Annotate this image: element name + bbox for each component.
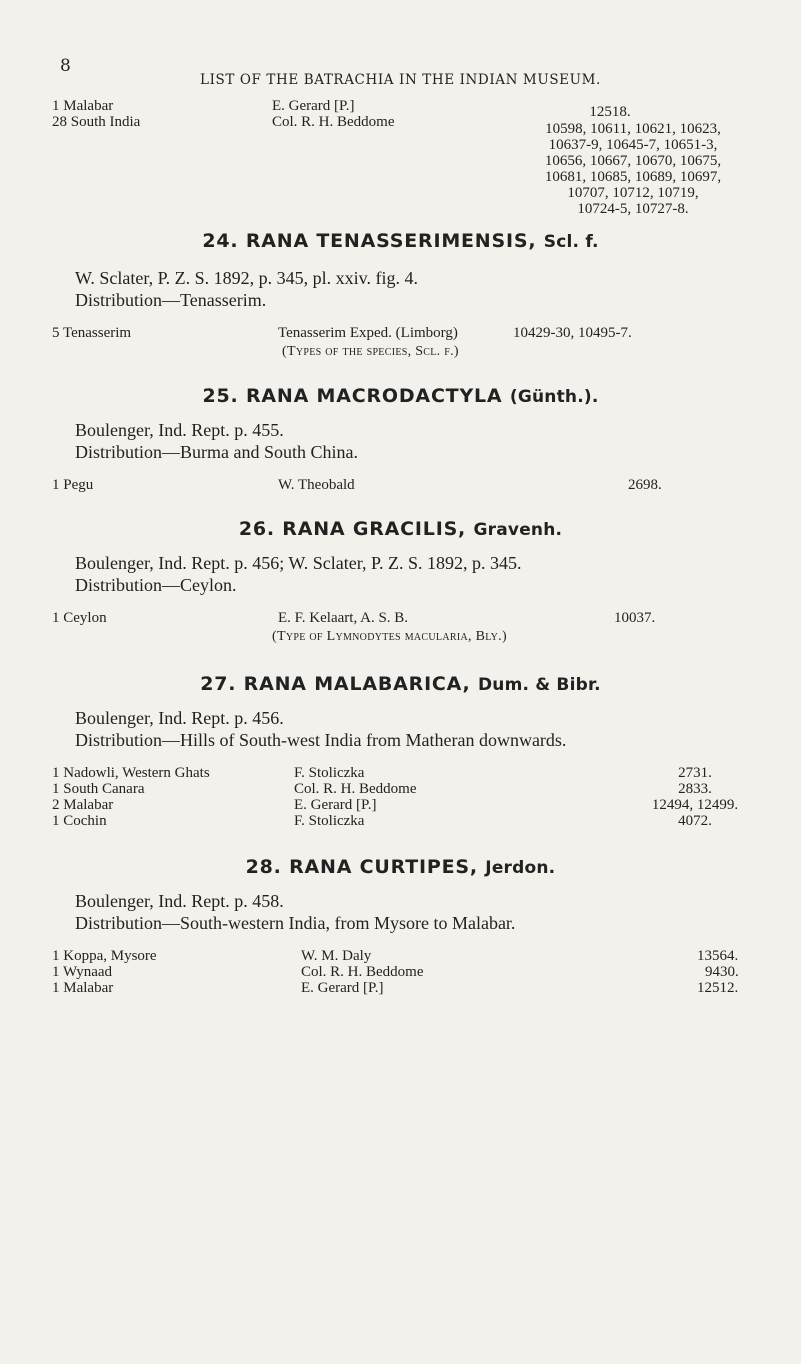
entry-collector: W. Theobald bbox=[278, 477, 355, 493]
distribution-line: Distribution—Hills of South-west India from Matheran downwards. bbox=[75, 730, 567, 750]
entry-locality: 1 Malabar bbox=[52, 98, 114, 114]
entry-collector: Tenasserim Exped. (Limborg) bbox=[278, 325, 458, 341]
reference-line: Boulenger, Ind. Rept. p. 455. bbox=[75, 420, 284, 440]
entry-numbers: 2698. bbox=[628, 477, 662, 493]
entry-locality: 28 South India bbox=[52, 114, 141, 130]
entry-collector: E. Gerard [P.] bbox=[272, 98, 355, 114]
reference-line: Boulenger, Ind. Rept. p. 458. bbox=[75, 891, 284, 911]
entry-locality: 1 Wynaad bbox=[52, 964, 113, 980]
entry-numbers: 10724-5, 10727-8. bbox=[577, 201, 689, 217]
entry-numbers: 10681, 10685, 10689, 10697, bbox=[544, 169, 722, 185]
species-heading: 24. RANA TENASSERIMENSIS, Scl. f. bbox=[202, 230, 599, 252]
entry-collector: Col. R. H. Beddome bbox=[272, 114, 395, 130]
entry-numbers: 13564. bbox=[697, 948, 739, 964]
entry-locality: 2 Malabar bbox=[52, 797, 114, 813]
entry-locality: 5 Tenasserim bbox=[52, 325, 132, 341]
species-heading: 27. RANA MALABARICA, Dum. & Bibr. bbox=[200, 673, 601, 695]
entry-locality: 1 Nadowli, Western Ghats bbox=[52, 765, 210, 781]
entry-numbers: 10637-9, 10645-7, 10651-3, bbox=[548, 137, 718, 153]
entry-numbers: 12512. bbox=[697, 980, 739, 996]
entry-numbers: 12518. bbox=[589, 104, 631, 120]
entry-collector: E. F. Kelaart, A. S. B. bbox=[278, 610, 409, 626]
entry-numbers: 10037. bbox=[614, 610, 656, 626]
entry-collector: F. Stoliczka bbox=[294, 765, 365, 781]
entry-locality: 1 South Canara bbox=[52, 781, 145, 797]
entry-numbers: 12494, 12499. bbox=[651, 797, 739, 813]
reference-line: W. Sclater, P. Z. S. 1892, p. 345, pl. xxiv. fig. 4. bbox=[75, 268, 418, 288]
reference-line: Boulenger, Ind. Rept. p. 456. bbox=[75, 708, 284, 728]
entry-numbers: 9430. bbox=[705, 964, 739, 980]
entry-collector: E. Gerard [P.] bbox=[301, 980, 384, 996]
page-number: 8 bbox=[60, 56, 71, 76]
entry-numbers: 10707, 10712, 10719, bbox=[567, 185, 699, 201]
species-heading: 26. RANA GRACILIS, Gravenh. bbox=[238, 518, 563, 540]
running-head: LIST OF THE BATRACHIA IN THE INDIAN MUSEUM. bbox=[200, 72, 601, 88]
reference-line: Boulenger, Ind. Rept. p. 456; W. Sclater, P. Z. S. 1892, p. 345. bbox=[75, 553, 522, 573]
entry-numbers: 10656, 10667, 10670, 10675, bbox=[544, 153, 722, 169]
entry-locality: 1 Ceylon bbox=[52, 610, 107, 626]
species-heading: 25. RANA MACRODACTYLA (Günth.). bbox=[202, 385, 599, 407]
species-heading: 28. RANA CURTIPES, Jerdon. bbox=[245, 856, 556, 878]
entry-collector: W. M. Daly bbox=[301, 948, 372, 964]
entry-collector: E. Gerard [P.] bbox=[294, 797, 377, 813]
entry-numbers: 10429-30, 10495-7. bbox=[513, 325, 632, 341]
entry-numbers: 2731. bbox=[678, 765, 712, 781]
distribution-line: Distribution—South-western India, from Mysore to Malabar. bbox=[75, 913, 516, 933]
distribution-line: Distribution—Tenasserim. bbox=[75, 290, 267, 310]
entry-locality: 1 Malabar bbox=[52, 980, 114, 996]
entry-numbers: 10598, 10611, 10621, 10623, bbox=[545, 121, 721, 137]
type-note: (Types of the species, Scl. f.) bbox=[282, 344, 459, 359]
entry-collector: F. Stoliczka bbox=[294, 813, 365, 829]
entry-collector: Col. R. H. Beddome bbox=[301, 964, 424, 980]
entry-collector: Col. R. H. Beddome bbox=[294, 781, 417, 797]
distribution-line: Distribution—Ceylon. bbox=[75, 575, 237, 595]
entry-locality: 1 Pegu bbox=[52, 477, 94, 493]
entry-numbers: 4072. bbox=[678, 813, 712, 829]
entry-numbers: 2833. bbox=[678, 781, 712, 797]
type-note: (Type of Lymnodytes macularia, Bly.) bbox=[272, 629, 507, 644]
entry-locality: 1 Koppa, Mysore bbox=[52, 948, 157, 964]
entry-locality: 1 Cochin bbox=[52, 813, 107, 829]
distribution-line: Distribution—Burma and South China. bbox=[75, 442, 358, 462]
